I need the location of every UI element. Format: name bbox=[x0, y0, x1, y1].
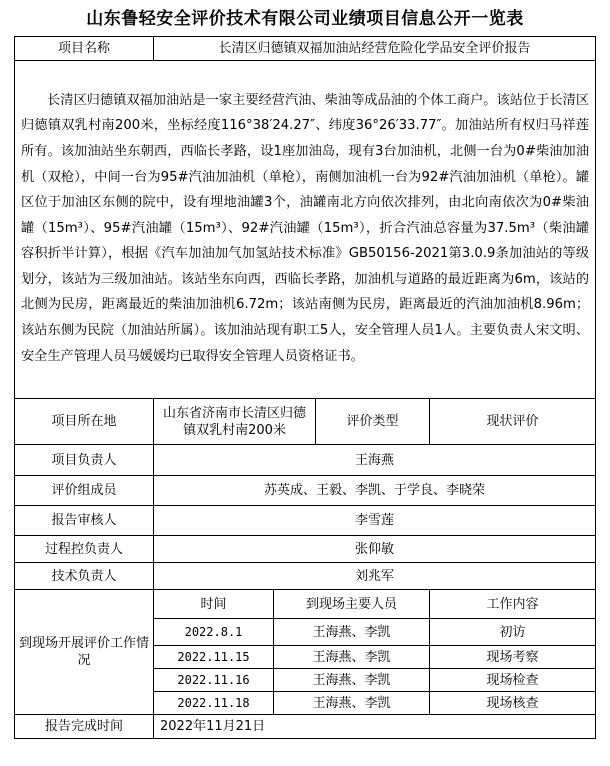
evaluation-type-value: 现状评价 bbox=[430, 399, 596, 445]
location-row bbox=[15, 399, 596, 445]
project-name-label: 项目名称 bbox=[15, 37, 154, 61]
project-info-table bbox=[14, 36, 596, 739]
leader-value: 王海燕 bbox=[154, 445, 596, 476]
completion-label: 报告完成时间 bbox=[15, 715, 154, 739]
process-control-value: 张仰敏 bbox=[154, 536, 596, 563]
site-work-content: 现场考察 bbox=[430, 646, 596, 669]
leader-label: 项目负责人 bbox=[15, 445, 154, 476]
location-label: 项目所在地 bbox=[15, 399, 154, 445]
project-name-row bbox=[15, 37, 596, 61]
site-work-time: 2022.11.16 bbox=[154, 669, 274, 692]
tech-lead-label: 技术负责人 bbox=[15, 563, 154, 590]
tech-lead-value: 刘兆军 bbox=[154, 563, 596, 590]
site-work-time-header: 时间 bbox=[154, 590, 274, 619]
site-work-time: 2022.11.15 bbox=[154, 646, 274, 669]
members-label: 评价组成员 bbox=[15, 476, 154, 506]
project-name-value: 长清区归德镇双福加油站经营危险化学品安全评价报告 bbox=[154, 37, 596, 61]
location-value: 山东省济南市长清区归德镇双乳村南200米 bbox=[154, 399, 316, 445]
site-work-content: 现场核查 bbox=[430, 692, 596, 715]
description-row bbox=[15, 61, 596, 399]
site-work-people: 王海燕、李凯 bbox=[274, 646, 430, 669]
site-work-people-header: 到现场主要人员 bbox=[274, 590, 430, 619]
tech-lead-row bbox=[15, 563, 596, 590]
site-work-people: 王海燕、李凯 bbox=[274, 619, 430, 646]
reviewer-value: 李雪莲 bbox=[154, 506, 596, 536]
completion-row bbox=[15, 715, 596, 739]
reviewer-label: 报告审核人 bbox=[15, 506, 154, 536]
process-control-row bbox=[15, 536, 596, 563]
process-control-label: 过程控负责人 bbox=[15, 536, 154, 563]
site-work-time: 2022.8.1 bbox=[154, 619, 274, 646]
site-work-label: 到现场开展评价工作情况 bbox=[15, 590, 154, 715]
site-work-content-header: 工作内容 bbox=[430, 590, 596, 619]
project-description: 长清区归德镇双福加油站是一家主要经营汽油、柴油等成品油的个体工商户。该站位于长清区归德镇双乳村南200米，坐标经度116°38′24.27″、纬度36°26′33.77″。加油站所有权归马祥莲所有。该加油站坐东朝西，西临长孝路，设1座加油岛，现有3台加油机，北侧一台为0#柴油加油机（双枪），中间一台为95#汽油加油机（单枪），南侧加油机一台为92#汽油加油机（单枪）。罐区位于加油区东侧的院中，设有埋地油罐3个，油罐南北方向依次排列，由北向南依次为0#柴油罐（15m³）、95#汽油罐（15m³）、92#汽油罐（15m³），折合汽油总容量为37.5m³（柴油罐容积折半计算），根据《汽车加油加气加氢站技术标准》GB50156-2021第3.0.9条加油站的等级划分，该站为三级加油站。该站坐东向西，西临长孝路，加油机与道路的最近距离为6m，该站的北侧为民房，距离最近的柴油加油机6.72m；该站南侧为民房，距离最近的汽油加油机8.96m；该站东侧为民院（加油站所属）。该加油站现有职工5人，安全管理人员1人。主要负责人宋文明、安全生产管理人员马媛媛均已取得安全管理人员资格证书。 bbox=[15, 61, 596, 399]
evaluation-type-label: 评价类型 bbox=[316, 399, 430, 445]
site-work-content: 初访 bbox=[430, 619, 596, 646]
members-value: 苏英成、王毅、李凯、于学良、李晓荣 bbox=[154, 476, 596, 506]
reviewer-row bbox=[15, 506, 596, 536]
members-row bbox=[15, 476, 596, 506]
completion-value: 2022年11月21日 bbox=[154, 715, 596, 739]
site-work-people: 王海燕、李凯 bbox=[274, 669, 430, 692]
site-work-content: 现场检查 bbox=[430, 669, 596, 692]
site-work-people: 王海燕、李凯 bbox=[274, 692, 430, 715]
site-work-time: 2022.11.18 bbox=[154, 692, 274, 715]
leader-row bbox=[15, 445, 596, 476]
page-title: 山东鲁轻安全评价技术有限公司业绩项目信息公开一览表 bbox=[86, 9, 524, 29]
site-work-header-row bbox=[15, 590, 596, 619]
